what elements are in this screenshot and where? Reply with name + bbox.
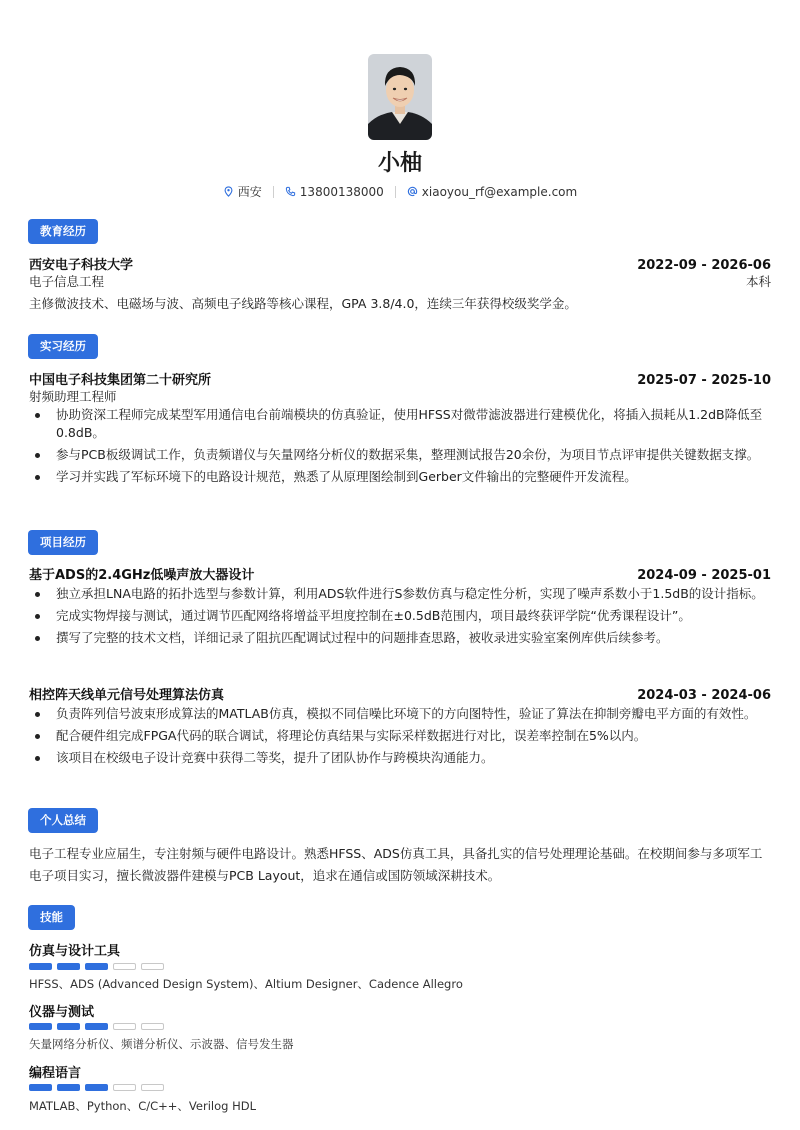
education-period: 2022-09 - 2026-06	[637, 258, 771, 273]
contact-divider	[395, 186, 396, 198]
list-item: 参与PCB板级调试工作，负责频谱仪与矢量网络分析仪的数据采集，整理测试报告20余份，为项目节点评审提供关键数据支撑。	[29, 446, 771, 464]
contact-email[interactable]	[407, 185, 577, 199]
skill-segment-filled	[29, 963, 52, 970]
section-tag-projects: 项目经历	[28, 530, 98, 555]
skill-detail: MATLAB、Python、C/C++、Verilog HDL	[29, 1099, 256, 1113]
list-item: 完成实物焊接与测试，通过调节匹配网络将增益平坦度控制在±0.5dB范围内，项目最终获评学院“优秀课程设计”。	[29, 607, 771, 625]
internship-bullets	[29, 406, 771, 490]
phone-icon	[285, 186, 296, 197]
skill-segment-empty	[141, 963, 164, 970]
contact-info	[0, 183, 800, 200]
location-pin-icon	[223, 186, 234, 197]
company-name: 中国电子科技集团第二十研究所	[29, 373, 212, 388]
skill-segment-filled	[57, 1084, 80, 1091]
section-tag-internship: 实习经历	[28, 334, 98, 359]
section-tag-summary: 个人总结	[28, 808, 98, 833]
contact-divider	[273, 186, 274, 198]
email-text[interactable]: xiaoyou_rf@example.com	[421, 184, 578, 199]
at-sign-icon	[407, 186, 418, 197]
internship-subheader	[29, 387, 771, 405]
skill-segment-filled	[85, 1023, 108, 1030]
skill-detail: 矢量网络分析仪、频谱分析仪、示波器、信号发生器	[29, 1037, 294, 1051]
skill-segment-filled	[29, 1023, 52, 1030]
skill-level-bar	[29, 963, 164, 970]
skill-segment-empty	[141, 1084, 164, 1091]
education-header	[29, 254, 771, 273]
location-text: 西安	[237, 185, 262, 199]
skill-segment-filled	[57, 963, 80, 970]
skill-title: 仪器与测试	[29, 1005, 95, 1020]
major: 电子信息工程	[29, 274, 105, 289]
contact-location	[223, 183, 262, 200]
skill-segment-filled	[85, 963, 108, 970]
skill-level-bar	[29, 1084, 164, 1091]
skill-segment-filled	[85, 1084, 108, 1091]
section-tag-skills: 技能	[28, 905, 75, 930]
list-item: 配合硬件组完成FPGA代码的联合调试，将理论仿真结果与实际采样数据进行对比，误差率控制在5%以内。	[29, 727, 771, 745]
project-title: 基于ADS的2.4GHz低噪声放大器设计	[29, 568, 255, 583]
skill-title: 编程语言	[29, 1066, 82, 1081]
skill-segment-empty	[113, 1023, 136, 1030]
skill-segment-empty	[141, 1023, 164, 1030]
list-item: 该项目在校级电子设计竞赛中获得二等奖，提升了团队协作与跨模块沟通能力。	[29, 749, 771, 767]
skill-segment-filled	[57, 1023, 80, 1030]
list-item: 学习并实践了军标环境下的电路设计规范，熟悉了从原理图绘制到Gerber文件输出的完整硬件开发流程。	[29, 468, 771, 486]
list-item: 负责阵列信号波束形成算法的MATLAB仿真，模拟不同信噪比环境下的方向图特性，验证了算法在抑制旁瓣电平方面的有效性。	[29, 705, 771, 723]
skill-segment-empty	[113, 1084, 136, 1091]
list-item: 协助资深工程师完成某型军用通信电台前端模块的仿真验证，使用HFSS对微带滤波器进行建模优化，将插入损耗从1.2dB降低至0.8dB。	[29, 406, 771, 442]
skill-segment-filled	[29, 1084, 52, 1091]
degree: 本科	[745, 274, 771, 289]
project-bullets	[29, 585, 771, 651]
project-header	[29, 684, 771, 703]
internship-header	[29, 369, 771, 388]
phone-text: 13800138000	[299, 184, 384, 199]
school-name: 西安电子科技大学	[29, 258, 134, 273]
internship-role: 射频助理工程师	[29, 389, 117, 404]
candidate-name: 小柚	[377, 151, 422, 176]
skill-title: 仿真与设计工具	[29, 944, 121, 959]
education-subheader	[29, 272, 771, 290]
project-bullets	[29, 705, 771, 771]
summary-text: 电子工程专业应届生，专注射频与硬件电路设计。熟悉HFSS、ADS仿真工具，具备扎实的信号处理理论基础。在校期间参与多项军工电子项目实习，擅长微波器件建模与PCB Layout，追求在通信或国防领域深耕技术。	[29, 846, 763, 883]
internship-period: 2025-07 - 2025-10	[637, 373, 771, 388]
avatar	[368, 54, 432, 140]
list-item: 撰写了完整的技术文档，详细记录了阻抗匹配调试过程中的问题排查思路，被收录进实验室案例库供后续参考。	[29, 629, 771, 647]
list-item: 独立承担LNA电路的拓扑选型与参数计算，利用ADS软件进行S参数仿真与稳定性分析，实现了噪声系数小于1.5dB的设计指标。	[29, 585, 771, 603]
contact-phone	[285, 185, 384, 199]
project-header	[29, 564, 771, 583]
project-title: 相控阵天线单元信号处理算法仿真	[29, 688, 225, 703]
project-period: 2024-09 - 2025-01	[637, 568, 771, 583]
education-description: 主修微波技术、电磁场与波、高频电子线路等核心课程，GPA 3.8/4.0，连续三年获得校级奖学金。	[29, 296, 577, 311]
skill-level-bar	[29, 1023, 164, 1030]
skill-segment-empty	[113, 963, 136, 970]
section-tag-education: 教育经历	[28, 219, 98, 244]
project-period: 2024-03 - 2024-06	[637, 688, 771, 703]
skill-detail: HFSS、ADS (Advanced Design System)、Altium Designer、Cadence Allegro	[29, 977, 463, 991]
